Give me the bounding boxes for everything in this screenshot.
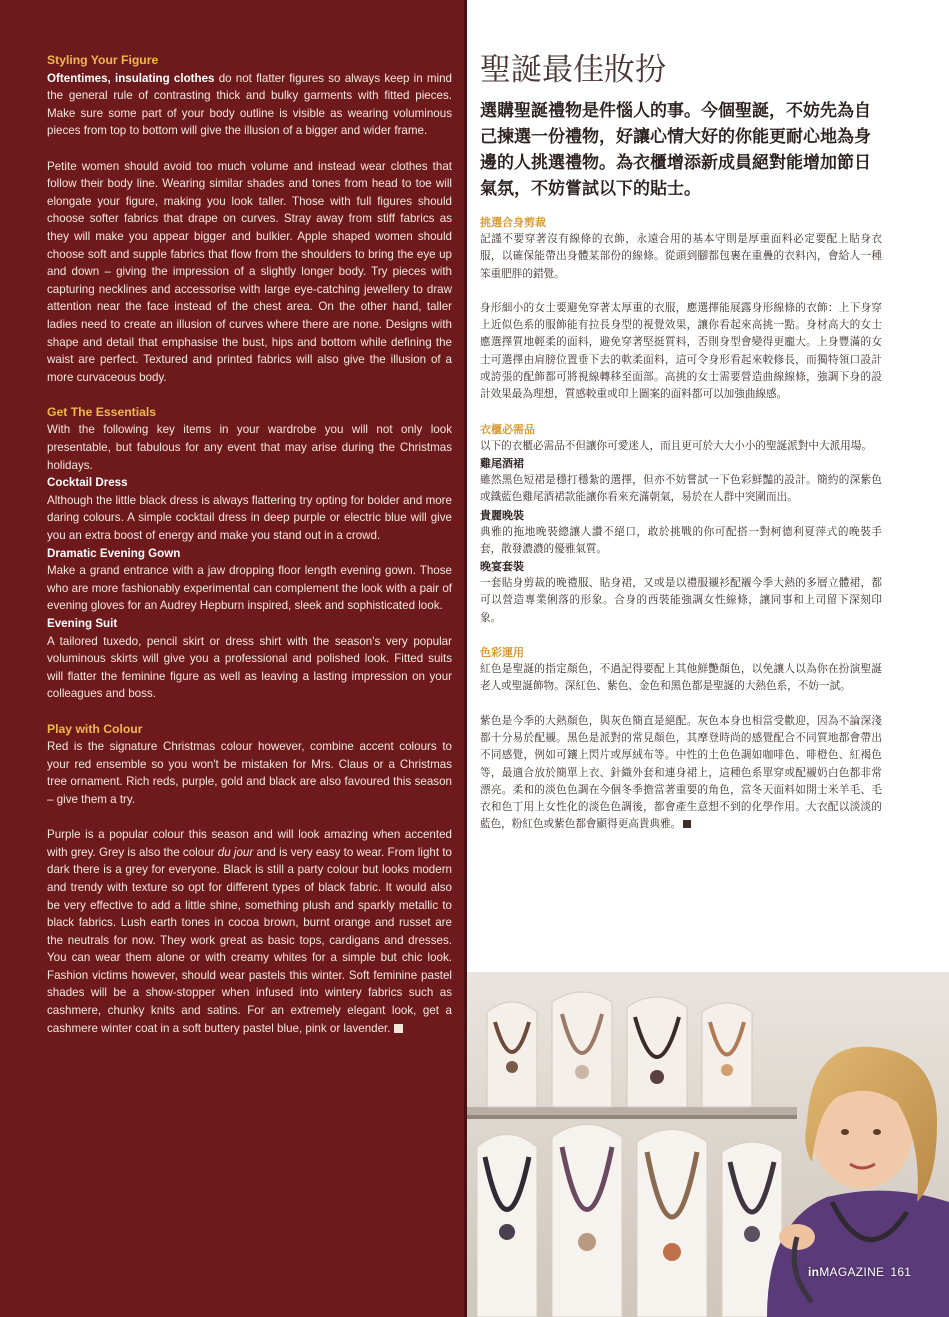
paragraph-zh: 身形細小的女士要避免穿著太厚重的衣服，應選擇能展露身形線條的衣飾：上下身穿上近似色系的服飾能有拉長身型的視覺效果，讓你看起來高挑一點。身材高大的女士應選擇質地輕柔的面料，避免穿著堅挺質料，否則身型會變得更龐大。上身豐滿的女士可選擇由肩膀位置垂下去的軟柔面料，這可令身形看起來較修長，而獨特領口設計或誇張的配飾都可將視線轉移至面部。高挑的女士需要營造曲線線條，強調下身的設計效果最為理想，質感較重或印上圖案的面料都可以加強曲線感。 [480, 301, 882, 401]
subheading-zh-cocktail: 雞尾酒裙 [480, 456, 524, 470]
paragraph-zh: 典雅的拖地晚裝總讓人讚不絕口，敢於挑戰的你可配搭一對柯德利夏萍式的晚裝手套，散發濃濃的優雅氣質。 [480, 525, 882, 555]
subheading-cocktail-dress: Cocktail Dress [47, 476, 128, 490]
heading-styling-your-figure: Styling Your Figure [47, 53, 159, 67]
paragraph-zh: 記謹不要穿著沒有線條的衣飾，永遠合用的基本守則是厚重面料必定要配上貼身衣服，以確保能帶出身體某部份的線條。從頭到腳都包裹在重疊的衣料內，會給人一種笨重肥胖的錯覺。 [480, 233, 882, 280]
paragraph: Red is the signature Christmas colour however, combine accent colours to your red ensemble so you won't be mistaken for Mrs. Claus or a Christmas tree ornament. Rich reds, purple, gold and black are also favoured this season – give them a try. [47, 740, 452, 806]
paragraph: Make a grand entrance with a jaw dropping floor length evening gown. Those who are more fashionably experimental can complement the look with a pair of evening gloves for an Audrey Hepburn inspired, sleek and sophisticated look. [47, 564, 452, 613]
heading-zh-colour: 色彩運用 [480, 646, 524, 660]
paragraph-zh: 以下的衣櫃必需品不但讓你可愛迷人，而且更可於大大小小的聖誕派對中大派用場。 [480, 439, 872, 452]
heading-zh-essentials: 衣櫃必需品 [480, 422, 535, 436]
english-column [0, 0, 466, 1317]
page-footer [808, 1265, 911, 1279]
subheading-evening-suit: Evening Suit [47, 617, 118, 630]
paragraph: Petite women should avoid too much volume and instead wear clothes that follow their body line. Wearing similar shades and tones from head to toe will elongate your figure, making you look taller. Those with full figures should choose softer fabrics that drape on curves. Stray away from stiff fabrics as they will make you appear bigger and bulkier. Apple shaped women should choose soft and supple fabrics that flow from the shoulders to bring the eye up and down – giving the impression of a slightly longer body. Try pieces with capturing necklines and accessorise with large eye-catching jewellery to draw attention near the face instead of the chest area. On the other hand, taller ladies need to create an illusion of curves where there are none. Designs with shape and detail that emphasise the bust, hips and bottom while defining the waist are perfect. Textured and printed fabrics will also give the illusion of a more curvaceous body. [47, 159, 452, 384]
article-intro: 選購聖誕禮物是件惱人的事。今個聖誕，不妨先為自己揀選一份禮物，好讓心情大好的你能更耐心地為身邊的人挑選禮物。為衣櫃增添新成員絕對能增加節日氣氛，不妨嘗試以下的貼士。 [480, 101, 871, 199]
paragraph-zh: 紅色是聖誕的指定顏色，不過記得要配上其他鮮艷顏色，以免讓人以為你在扮演聖誕老人或聖誕飾物。深紅色、紫色、金色和黑色都是聖誕的大熱色系，不妨一試。 [480, 663, 882, 693]
brand-magazine: MAGAZINE [819, 1265, 885, 1279]
brand-in: in [808, 1265, 820, 1279]
subheading-zh-gown: 貴麗晚裝 [480, 508, 524, 522]
heading-play-with-colour: Play with Colour [47, 721, 143, 736]
article-title: 聖誕最佳妝扮 [480, 52, 666, 88]
paragraph-text: Purple is a popular colour this season and will look amazing when accented with grey. Grey is also the colour [47, 828, 452, 859]
page-number: 161 [890, 1265, 912, 1279]
paragraph-zh-text: 紫色是今季的大熱顏色，與灰色簡直是絕配。灰色本身也相當受歡迎，因為不論深淺都十分易於配襯。黑色是派對的常見顏色，其摩登時尚的感覺配合不同質地都會帶出不同感覺，例如可鑲上閃片或厚絨布等。中性的土色色調如咖啡色、啡橙色、紅褐色等，最適合放於簡單上衣、針織外套和連身裙上，這種色系單穿或配襯奶白色都非常漂亮。柔和的淡色色調在今個冬季擔當著重要的角色，當冬天面料如開士米羊毛、毛衣和色丁用上女性化的淡色色調後，都會產生意想不到的化學作用。大衣配以淡淡的藍色，粉紅色或紫色都會顯得更高貴典雅。 [480, 714, 882, 831]
paragraph-zh: 雖然黑色短裙是穩打穩紮的選擇，但亦不妨嘗試一下色彩鮮豔的設計。簡約的深紫色或鐵藍色雞尾酒裙款能讓你看來充滿朝氣，易於在人群中突圍而出。 [480, 473, 882, 504]
end-mark [683, 820, 691, 828]
subheading-evening-gown: Dramatic Evening Gown [47, 546, 181, 560]
heading-zh-figure: 挑選合身剪裁 [480, 216, 546, 229]
subheading-zh-suit: 晚宴套裝 [480, 560, 524, 574]
lead-text: Oftentimes, insulating clothes [47, 71, 215, 85]
paragraph: Although the little black dress is always flattering try opting for bolder and more daring colours. A simple cocktail dress in deep purple or electric blue will give you an extra boost of energy and make you stand out in a crowd. [47, 493, 452, 543]
end-mark [394, 1024, 403, 1033]
paragraph-zh [480, 713, 882, 834]
paragraph [47, 70, 452, 140]
paragraph-text: do not flatter figures so always keep in mind the general rule of contrasting thick and bulky garments with fitted pieces. Make sure some part of your body outline is visible as wearing voluminous pieces from top to bottom will give the illusion of a bigger and wider frame. [47, 71, 452, 138]
heading-get-the-essentials: Get The Essentials [47, 404, 157, 419]
paragraph [47, 826, 452, 1037]
paragraph: With the following key items in your wardrobe you will not only look presentable, but fabulous for any event that may arise during the Christmas holidays. [47, 423, 452, 472]
paragraph-text: and is very easy to wear. From light to dark there is a grey for everyone. Black is still a party colour but looks modern and trendy with texture so opt for different types of black fabric. It would also be very effective to add a little shine, something plush and sparkly metallic to black fabrics. Lush earth tones in cocoa brown, burnt orange and russet are the neutrals for now. They work great as basic tops, cardigans and dresses. You can wear them alone or with creamy whites for a simple but chic look. Fashion victims however, should wear pastels this winter. Soft feminine pastel shades will be a show-stopper when infused into wintery fabrics such as cashmere, chunky knits and satins. For an extremely elegant look, get a cashmere winter coat in a soft buttery pastel blue, pink or lavender. [47, 845, 452, 1035]
paragraph: A tailored tuxedo, pencil skirt or dress shirt with the season's very popular voluminous skirts will give you a professional and polished look. Fitted suits will flatter the feminine figure as well as leaving a lasting impression on your colleagues and boss. [47, 634, 452, 701]
paragraph-zh: 一套貼身剪裁的晚禮服、貼身裙，又或是以禮服襯衫配襯今季大熱的多層立體裙，都可以營造專業俐落的形象。合身的西裝能強調女性線條，讓同事和上司留下深刻印象。 [480, 577, 882, 624]
italic-text: du jour [217, 845, 254, 859]
